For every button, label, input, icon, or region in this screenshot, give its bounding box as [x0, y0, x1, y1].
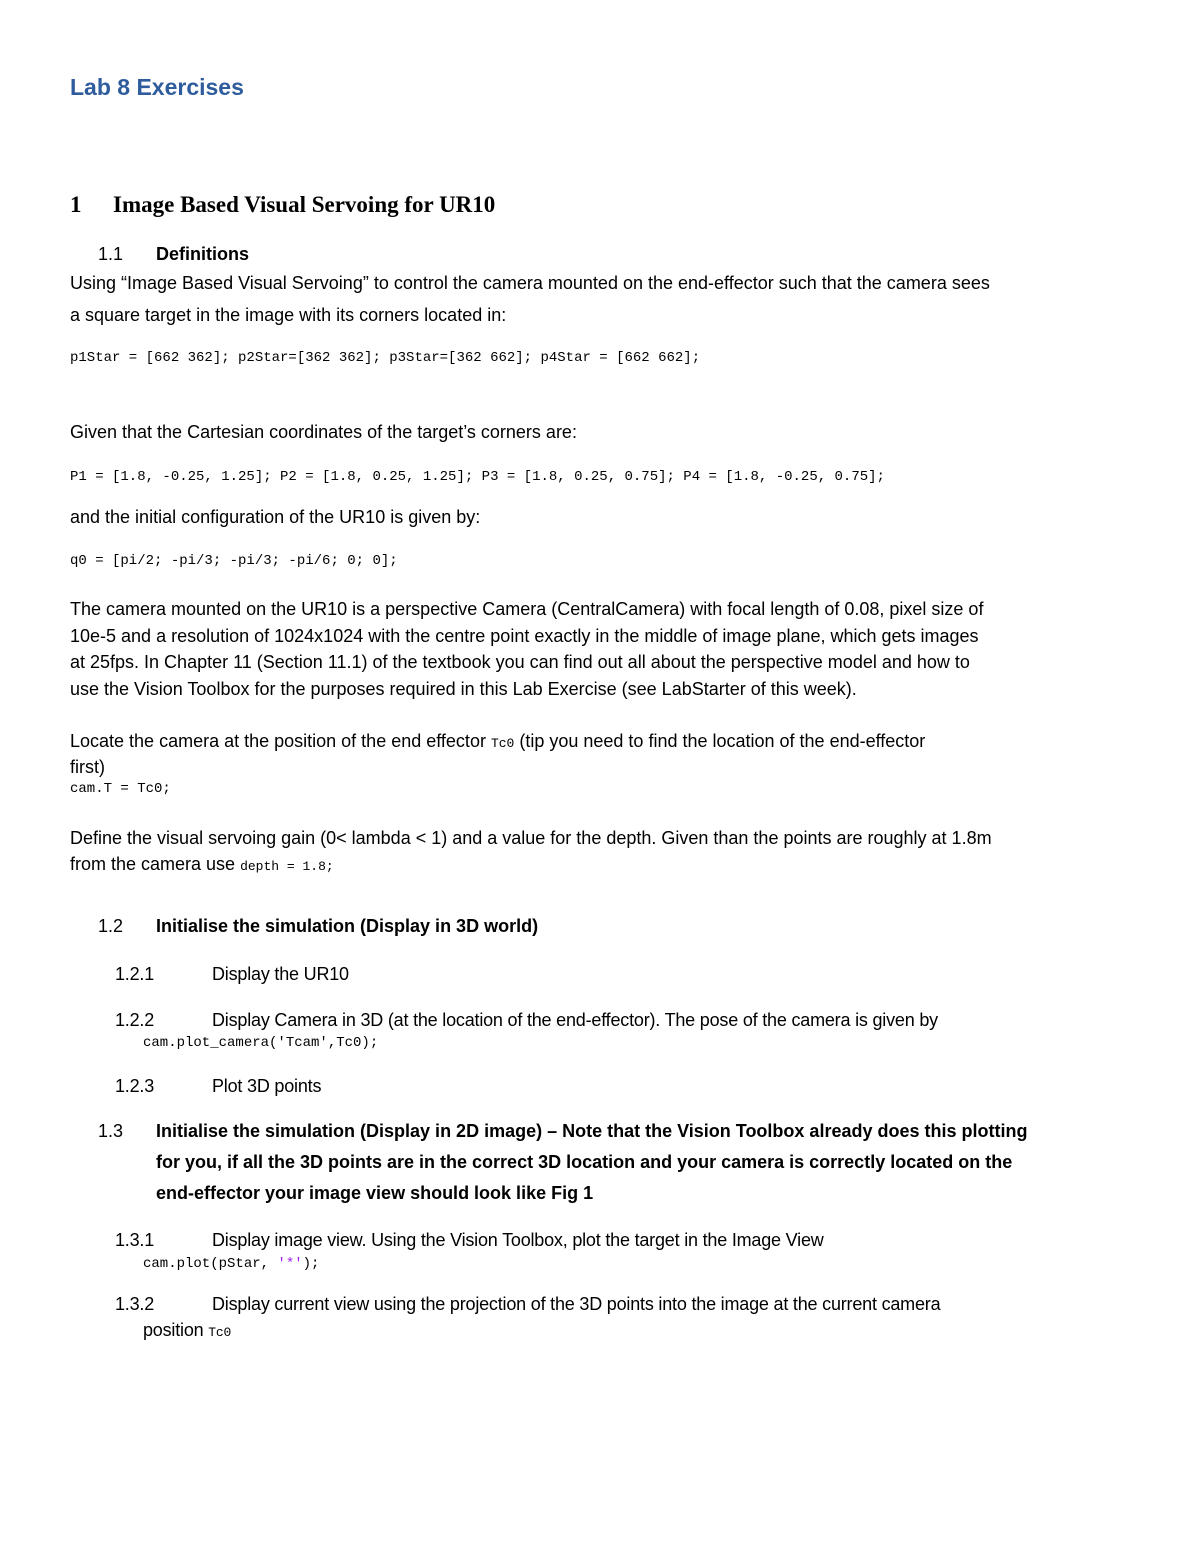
- section-1-3-title-line-1: Initialise the simulation (Display in 2D image) – Note that the Vision Toolbox already does this plotting: [156, 1121, 1028, 1141]
- section-1-3-title-line-3: end-effector your image view should look like Fig 1: [156, 1183, 594, 1203]
- code-points: P1 = [1.8, -0.25, 1.25]; P2 = [1.8, 0.25, 1.25]; P3 = [1.8, 0.25, 0.75]; P4 = [1.8, -0.25, 0.75];: [70, 469, 885, 485]
- inline-code-depth: depth = 1.8;: [240, 859, 334, 874]
- section-1-2-number: 1.2: [98, 916, 124, 936]
- item-1-2-3-text: Plot 3D points: [212, 1076, 322, 1096]
- camera-line-3: at 25fps. In Chapter 11 (Section 11.1) of the textbook you can find out all about the perspective model and how to: [70, 652, 970, 672]
- section-1-1-number: 1.1: [98, 244, 124, 264]
- section-1-2-title: Initialise the simulation (Display in 3D world): [156, 916, 539, 936]
- locate-line-2: first): [70, 757, 105, 777]
- item-1-3-2-number: 1.3.2: [115, 1294, 155, 1314]
- inline-code-tc0-2: Tc0: [208, 1325, 232, 1340]
- item-1-2-2-text: Display Camera in 3D (at the location of the end-effector). The pose of the camera is given by: [212, 1010, 938, 1030]
- locate-line-1: Locate the camera at the position of the end effector Tc0 (tip you need to find the location of the end-effector: [70, 731, 926, 751]
- code-plot-camera: cam.plot_camera('Tcam',Tc0);: [143, 1035, 379, 1051]
- camera-line-4: use the Vision Toolbox for the purposes required in this Lab Exercise (see LabStarter of this week).: [70, 679, 857, 699]
- item-1-2-2-number: 1.2.2: [115, 1010, 155, 1030]
- gain-line-1: Define the visual servoing gain (0< lambda < 1) and a value for the depth. Given than the points are roughly at 1.8m: [70, 828, 992, 848]
- item-1-2-1-text: Display the UR10: [212, 964, 349, 984]
- intro-line-2: a square target in the image with its corners located in:: [70, 305, 507, 325]
- camera-line-2: 10e-5 and a resolution of 1024x1024 with the centre point exactly in the middle of image plane, which gets images: [70, 626, 979, 646]
- code-string-star: '*': [277, 1256, 303, 1272]
- item-1-2-1-number: 1.2.1: [115, 964, 155, 984]
- given-text: Given that the Cartesian coordinates of the target’s corners are:: [70, 422, 577, 442]
- section-1-3-title-line-2: for you, if all the 3D points are in the correct 3D location and your camera is correctly located on the: [156, 1152, 1013, 1172]
- document-title: Lab 8 Exercises: [70, 74, 244, 100]
- item-1-2-3-number: 1.2.3: [115, 1076, 155, 1096]
- code-q0: q0 = [pi/2; -pi/3; -pi/3; -pi/6; 0; 0];: [70, 553, 398, 569]
- section-1-title: Image Based Visual Servoing for UR10: [113, 192, 496, 217]
- intro-line-1: Using “Image Based Visual Servoing” to control the camera mounted on the end-effector such that the camera sees: [70, 273, 990, 293]
- initial-config-text: and the initial configuration of the UR10 is given by:: [70, 507, 481, 527]
- inline-code-tc0: Tc0: [490, 736, 515, 751]
- item-1-3-2-text: Display current view using the projection of the 3D points into the image at the current camera: [212, 1294, 941, 1314]
- code-camT: cam.T = Tc0;: [70, 781, 171, 797]
- item-1-3-1-number: 1.3.1: [115, 1230, 155, 1250]
- code-cam-plot: cam.plot(pStar, '*');: [143, 1256, 320, 1272]
- item-1-3-1-text: Display image view. Using the Vision Toolbox, plot the target in the Image View: [212, 1230, 824, 1250]
- item-1-3-2-text-line-2: position Tc0: [143, 1320, 232, 1340]
- section-1-3-number: 1.3: [98, 1121, 124, 1141]
- gain-line-2: from the camera use depth = 1.8;: [70, 854, 334, 874]
- section-1-1-title: Definitions: [156, 244, 249, 264]
- camera-line-1: The camera mounted on the UR10 is a perspective Camera (CentralCamera) with focal length of 0.08, pixel size of: [70, 599, 984, 619]
- code-pstar: p1Star = [662 362]; p2Star=[362 362]; p3Star=[362 662]; p4Star = [662 662];: [70, 350, 701, 366]
- section-1-number: 1: [70, 192, 82, 217]
